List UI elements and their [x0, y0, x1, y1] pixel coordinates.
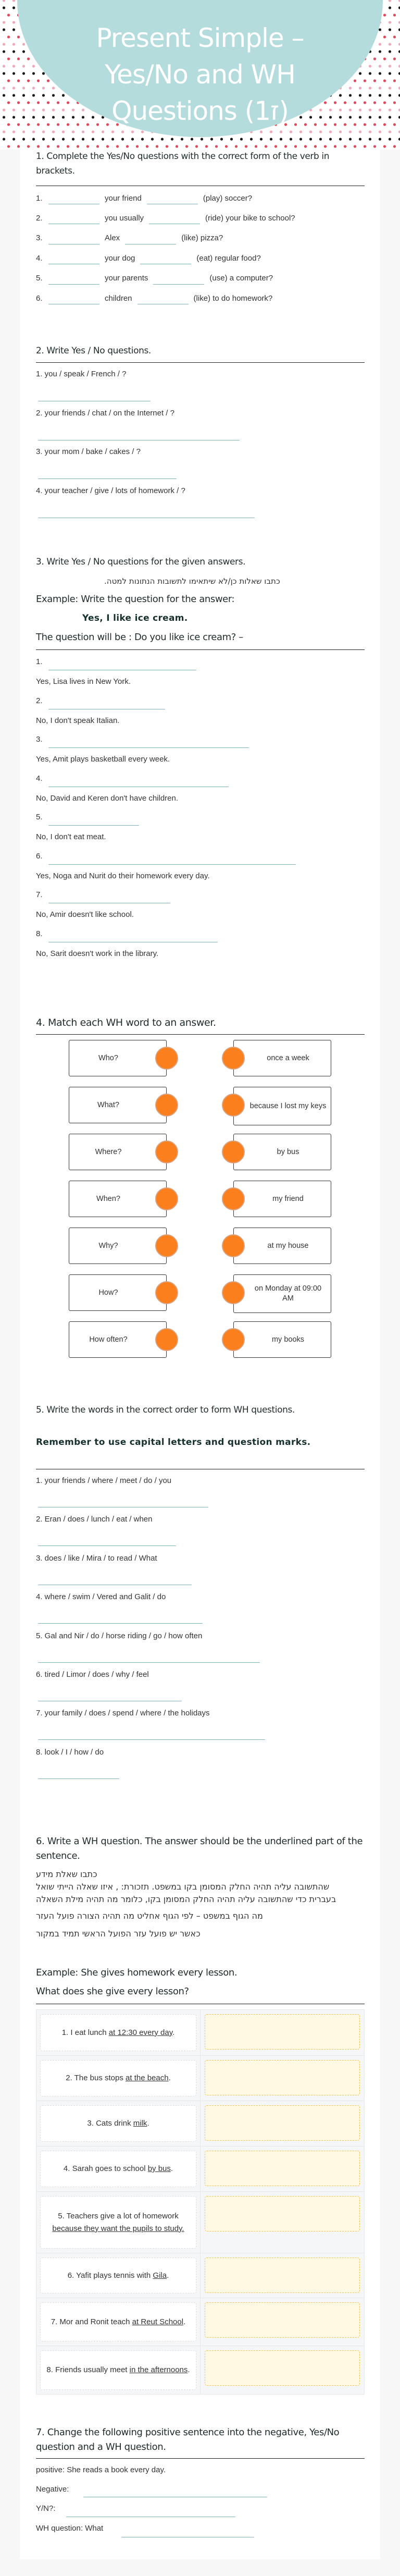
- answer-card[interactable]: [233, 1087, 331, 1125]
- sentence: [66, 2072, 171, 2084]
- subject-text: your dog: [105, 253, 135, 263]
- scrambled-words: 4. where / swim / Vered and Galit / do: [36, 1592, 166, 1602]
- sentence-cell: [36, 2146, 201, 2191]
- table-row: [36, 2010, 364, 2056]
- sentence-cell: [36, 2056, 201, 2101]
- verb-hint-text: (ride) your bike to school?: [205, 213, 295, 223]
- answer-input[interactable]: [38, 1662, 260, 1663]
- section-3-example: Example: Write the question for the answer:: [36, 594, 235, 605]
- wh-question-input[interactable]: [205, 2196, 360, 2231]
- hebrew-line: שהתשובה עליה תהיה החלק המסומן בקו במשפט. תזכורת: , איזו שאלה הייתי שואל בעברית כדי שהתשובה עליה תהיה החלק המסומן בקו, כלומר מה תהיה מילת השאלה: [36, 1882, 336, 1904]
- item-number: 1.: [36, 657, 43, 666]
- sentence: [62, 2027, 175, 2039]
- underlined-part: at the beach: [126, 2074, 169, 2082]
- underlined-part: because they want the pupils to study.: [52, 2224, 184, 2233]
- question-input[interactable]: [48, 747, 249, 748]
- item-number: 1.: [36, 193, 43, 203]
- wh-question-input[interactable]: [205, 2302, 360, 2338]
- item-number: 2.: [36, 696, 43, 705]
- prompt-text: 4. your teacher / give / lots of homework / ?: [36, 486, 185, 496]
- divider: [36, 1034, 365, 1035]
- section-3-heading: 3. Write Yes / No questions for the given answers.: [36, 557, 246, 567]
- section-6-example-question: What does she give every lesson?: [36, 1986, 189, 1997]
- right-connector-dot[interactable]: [222, 1281, 245, 1304]
- item-number: 2.: [36, 213, 43, 223]
- answer-cell: [201, 2146, 364, 2191]
- answer-text: on Monday at 09:00 AM: [254, 1284, 322, 1303]
- sentence-prefix: 6. Yafit plays tennis with: [67, 2271, 153, 2280]
- left-connector-dot[interactable]: [155, 1094, 178, 1117]
- table-row: [36, 2192, 364, 2253]
- wh-word: How?: [98, 1288, 118, 1297]
- sentence-suffix: .: [172, 2028, 175, 2037]
- sentence-suffix: .: [168, 2074, 171, 2082]
- wh-word: Why?: [98, 1241, 118, 1250]
- answer-text: my friend: [272, 1194, 304, 1203]
- verb-hint-text: (like) pizza?: [181, 234, 223, 243]
- answer-cell: [201, 2056, 364, 2101]
- answer-card[interactable]: [233, 1040, 331, 1076]
- sentence-suffix: .: [167, 2271, 169, 2280]
- wh-question-input[interactable]: [205, 2151, 360, 2186]
- answer-text: because I lost my keys: [249, 1101, 327, 1110]
- auxiliary-blank-input[interactable]: [48, 292, 99, 304]
- sentence-box: [40, 2258, 196, 2293]
- underlined-part: at Reut School: [132, 2317, 184, 2326]
- answer-card[interactable]: [233, 1134, 331, 1170]
- sentence-suffix: .: [183, 2317, 186, 2326]
- sentence-prefix: 7. Mor and Ronit teach: [51, 2317, 132, 2326]
- divider: [36, 649, 365, 650]
- fill-in-row: [36, 252, 261, 264]
- left-connector-dot[interactable]: [155, 1047, 178, 1070]
- divider: [36, 362, 365, 363]
- scrambled-words: 8. look / I / how / do: [36, 1747, 104, 1757]
- wh-word: Who?: [98, 1053, 118, 1062]
- wh-question-input[interactable]: [205, 2014, 360, 2050]
- sentence-prefix: 2. The bus stops: [66, 2074, 126, 2082]
- answer-text: at my house: [267, 1241, 309, 1250]
- auxiliary-blank-input[interactable]: [48, 252, 99, 264]
- verb-blank-input[interactable]: [140, 252, 191, 264]
- sentence-cell: [36, 2253, 201, 2298]
- answer-text: once a week: [267, 1053, 309, 1062]
- wh-question-input[interactable]: [205, 2258, 360, 2293]
- right-connector-dot[interactable]: [222, 1094, 245, 1117]
- subject-text: your friend: [105, 193, 142, 203]
- answer-cell: [201, 2253, 364, 2298]
- auxiliary-blank-input[interactable]: [48, 232, 99, 244]
- item-number: 5.: [36, 274, 43, 283]
- wh-word-card[interactable]: [69, 1087, 167, 1123]
- underlined-part: by bus: [147, 2164, 171, 2173]
- sentence-suffix: .: [147, 2119, 149, 2128]
- sentence-cell: [36, 2298, 201, 2346]
- given-answer: No, I don't speak Italian.: [36, 716, 120, 725]
- sentence-cell: [36, 2346, 201, 2394]
- answer-cell: [201, 2192, 364, 2253]
- table-row: [36, 2101, 364, 2146]
- page-title: [17, 20, 383, 129]
- answer-cell: [201, 2346, 364, 2394]
- underlined-part: at 12:30 every day: [108, 2028, 173, 2037]
- right-connector-dot[interactable]: [222, 1234, 245, 1257]
- sentence-box: [40, 2151, 196, 2187]
- wh-word-card[interactable]: [69, 1134, 167, 1170]
- given-answer: Yes, Noga and Nurit do their homework every day.: [36, 871, 210, 880]
- answer-cell: [201, 2298, 364, 2346]
- sentence-cell: [36, 2010, 201, 2055]
- left-connector-dot[interactable]: [155, 1281, 178, 1304]
- given-answer: Yes, Amit plays basketball every week.: [36, 755, 170, 764]
- table-row: [36, 2253, 364, 2298]
- given-answer: No, David and Keren don't have children.: [36, 793, 179, 803]
- wh-word: Where?: [95, 1147, 122, 1156]
- wh-question-table: [36, 2009, 365, 2395]
- answer-card[interactable]: [233, 1181, 331, 1217]
- item-number: 4.: [36, 253, 43, 263]
- sentence: [46, 2210, 191, 2235]
- fill-in-row: [36, 292, 272, 304]
- sentence-prefix: 5. Teachers give a lot of homework: [58, 2211, 179, 2221]
- verb-blank-input[interactable]: [153, 272, 204, 285]
- sentence-cell: [36, 2101, 201, 2146]
- scrambled-words: 2. Eran / does / lunch / eat / when: [36, 1515, 153, 1524]
- section-6-example: Example: She gives homework every lesson.: [36, 1967, 238, 1978]
- sentence: [64, 2163, 173, 2175]
- answer-cell: [201, 2010, 364, 2055]
- answer-card[interactable]: [233, 1274, 331, 1313]
- item-number: 5.: [36, 813, 43, 821]
- sentence-cell: [36, 2192, 201, 2253]
- section-2-heading: 2. Write Yes / No questions.: [36, 346, 151, 356]
- wh-question-input[interactable]: [205, 2060, 360, 2095]
- sentence-prefix: 1. I eat lunch: [61, 2028, 109, 2037]
- right-connector-dot[interactable]: [222, 1187, 245, 1210]
- left-connector-dot[interactable]: [155, 1328, 178, 1351]
- sentence-box: [40, 2196, 196, 2249]
- item-number: 6.: [36, 293, 43, 303]
- given-answer: No, I don't eat meat.: [36, 832, 106, 841]
- item-number: 4.: [36, 774, 43, 783]
- verb-blank-input[interactable]: [149, 212, 200, 224]
- given-answer: Yes, Lisa lives in New York.: [36, 677, 131, 686]
- wh-word-card[interactable]: [69, 1181, 167, 1217]
- scrambled-words: 7. your family / does / spend / where / the holidays: [36, 1709, 210, 1718]
- item-number: 6.: [36, 851, 43, 861]
- underlined-part: milk: [133, 2119, 147, 2128]
- fill-in-row: [36, 212, 295, 224]
- wh-word: When?: [96, 1194, 120, 1203]
- sentence-prefix: 3. Cats drink: [87, 2119, 133, 2128]
- scrambled-words: 6. tired / Limor / does / why / feel: [36, 1670, 149, 1679]
- section-6-heading: 6. Write a WH question. The answer should be the underlined part of the sentence.: [36, 1836, 363, 1861]
- sentence: [87, 2117, 149, 2130]
- title-line: Questions (1ז): [111, 96, 289, 126]
- section-3-example-question: The question will be : Do you like ice cream? –: [36, 632, 243, 643]
- verb-blank-input[interactable]: [138, 292, 189, 304]
- wh-word-card[interactable]: [69, 1040, 167, 1076]
- right-connector-dot[interactable]: [222, 1140, 245, 1163]
- subject-text: your parents: [105, 274, 148, 283]
- left-connector-dot[interactable]: [155, 1187, 178, 1210]
- section-5-heading: 5. Write the words in the correct order to form WH questions.: [36, 1405, 295, 1415]
- hebrew-line: כאשר יש פועל עזר הפועל הראשי תמיד במקור: [36, 1929, 201, 1939]
- question-input[interactable]: [48, 864, 296, 865]
- question-input[interactable]: [48, 825, 139, 826]
- scrambled-words: 1. your friends / where / meet / do / you: [36, 1476, 172, 1485]
- prompt-text: 2. your friends / chat / on the Internet / ?: [36, 408, 174, 418]
- yes-no-label: Y/N?:: [36, 2504, 56, 2513]
- answer-card[interactable]: [233, 1228, 331, 1264]
- underlined-part: Gila: [153, 2271, 167, 2280]
- hebrew-line: מה הגוף במשפט – לפי הגוף אחליט מה תהיה הצורה פועל העזר: [36, 1911, 263, 1921]
- table-row: [36, 2056, 364, 2101]
- wh-word: How often?: [89, 1335, 128, 1344]
- sentence-box: [40, 2105, 196, 2142]
- fill-in-row: [36, 192, 252, 204]
- auxiliary-blank-input[interactable]: [48, 192, 99, 204]
- verb-hint-text: (play) soccer?: [203, 193, 253, 203]
- right-connector-dot[interactable]: [222, 1328, 245, 1351]
- wh-question-input[interactable]: [205, 2350, 360, 2386]
- sentence-suffix: .: [188, 2365, 190, 2374]
- section-4-heading: 4. Match each WH word to an answer.: [36, 1017, 216, 1028]
- item-number: 3.: [36, 735, 43, 744]
- positive-sentence: positive: She reads a book every day.: [36, 2465, 166, 2474]
- section-3-example-answer: Yes, I like ice cream.: [82, 613, 188, 623]
- sentence: [68, 2270, 169, 2282]
- verb-hint-text: (like) to do homework?: [193, 293, 273, 303]
- wh-question-input[interactable]: [205, 2105, 360, 2141]
- negative-label: Negative:: [36, 2485, 69, 2494]
- verb-hint-text: (use) a computer?: [209, 274, 273, 283]
- right-connector-dot[interactable]: [222, 1047, 245, 1070]
- verb-blank-input[interactable]: [125, 232, 176, 244]
- scrambled-words: 5. Gal and Nir / do / horse riding / go / how often: [36, 1631, 203, 1640]
- title-line: Present Simple –: [96, 23, 304, 53]
- section-1-heading: 1. Complete the Yes/No questions with the correct form of the verb in brackets.: [36, 151, 330, 176]
- wh-question-label: WH question: What: [36, 2524, 104, 2533]
- answer-card[interactable]: [233, 1321, 331, 1358]
- sentence: [46, 2364, 190, 2376]
- sentence-suffix: .: [170, 2164, 173, 2173]
- sentence-prefix: 8. Friends usually meet: [46, 2365, 130, 2374]
- given-answer: No, Amir doesn't like school.: [36, 910, 134, 919]
- prompt-text: 3. your mom / bake / cakes / ?: [36, 447, 141, 457]
- section-3-hebrew-instruction: כתבו שאלות כן/לא שיתאימו לתשובות הנתונות למטה.: [104, 576, 280, 586]
- header-banner: [0, 0, 400, 150]
- wh-word-card[interactable]: [69, 1228, 167, 1264]
- answer-input[interactable]: [38, 1778, 119, 1779]
- divider: [36, 2458, 365, 2459]
- underlined-part: in the afternoons: [129, 2365, 188, 2374]
- answer-text: my books: [271, 1335, 305, 1344]
- answer-cell: [201, 2101, 364, 2146]
- sentence: [51, 2316, 186, 2328]
- given-answer: No, Sarit doesn't work in the library.: [36, 949, 159, 958]
- wh-word-card[interactable]: [69, 1274, 167, 1311]
- sentence-box: [40, 2060, 196, 2096]
- fill-in-row: [36, 232, 223, 244]
- item-number: 3.: [36, 234, 43, 243]
- section-5-reminder: Remember to use capital letters and question marks.: [36, 1437, 311, 1448]
- verb-hint-text: (eat) regular food?: [196, 253, 261, 263]
- auxiliary-blank-input[interactable]: [48, 272, 99, 285]
- table-row: [36, 2298, 364, 2346]
- subject-text: Alex: [105, 234, 120, 243]
- section-6-hebrew-instructions: [36, 1868, 348, 1940]
- section-7-heading: 7. Change the following positive sentence into the negative, Yes/No question and a WH question.: [36, 2427, 340, 2452]
- fill-in-row: [36, 272, 273, 285]
- table-row: [36, 2146, 364, 2192]
- sentence-box: [40, 2014, 196, 2051]
- wh-word: What?: [97, 1100, 119, 1109]
- verb-blank-input[interactable]: [147, 192, 198, 204]
- prompt-text: 1. you / speak / French / ?: [36, 370, 127, 378]
- title-line: Yes/No and WH: [105, 59, 295, 90]
- wh-word-card[interactable]: [69, 1321, 167, 1358]
- item-number: 7.: [36, 890, 43, 899]
- hebrew-line: כתבו שאלת מידע: [36, 1869, 97, 1879]
- left-connector-dot[interactable]: [155, 1234, 178, 1257]
- sentence-box: [40, 2302, 196, 2341]
- subject-text: children: [105, 293, 132, 303]
- sentence-prefix: 4. Sarah goes to school: [63, 2164, 148, 2173]
- answer-text: by bus: [277, 1147, 299, 1156]
- table-row: [36, 2346, 364, 2394]
- subject-text: you usually: [105, 213, 144, 223]
- scrambled-words: 3. does / like / Mira / to read / What: [36, 1553, 157, 1563]
- left-connector-dot[interactable]: [155, 1140, 178, 1163]
- auxiliary-blank-input[interactable]: [48, 212, 99, 224]
- sentence-box: [40, 2350, 196, 2390]
- item-number: 8.: [36, 929, 43, 938]
